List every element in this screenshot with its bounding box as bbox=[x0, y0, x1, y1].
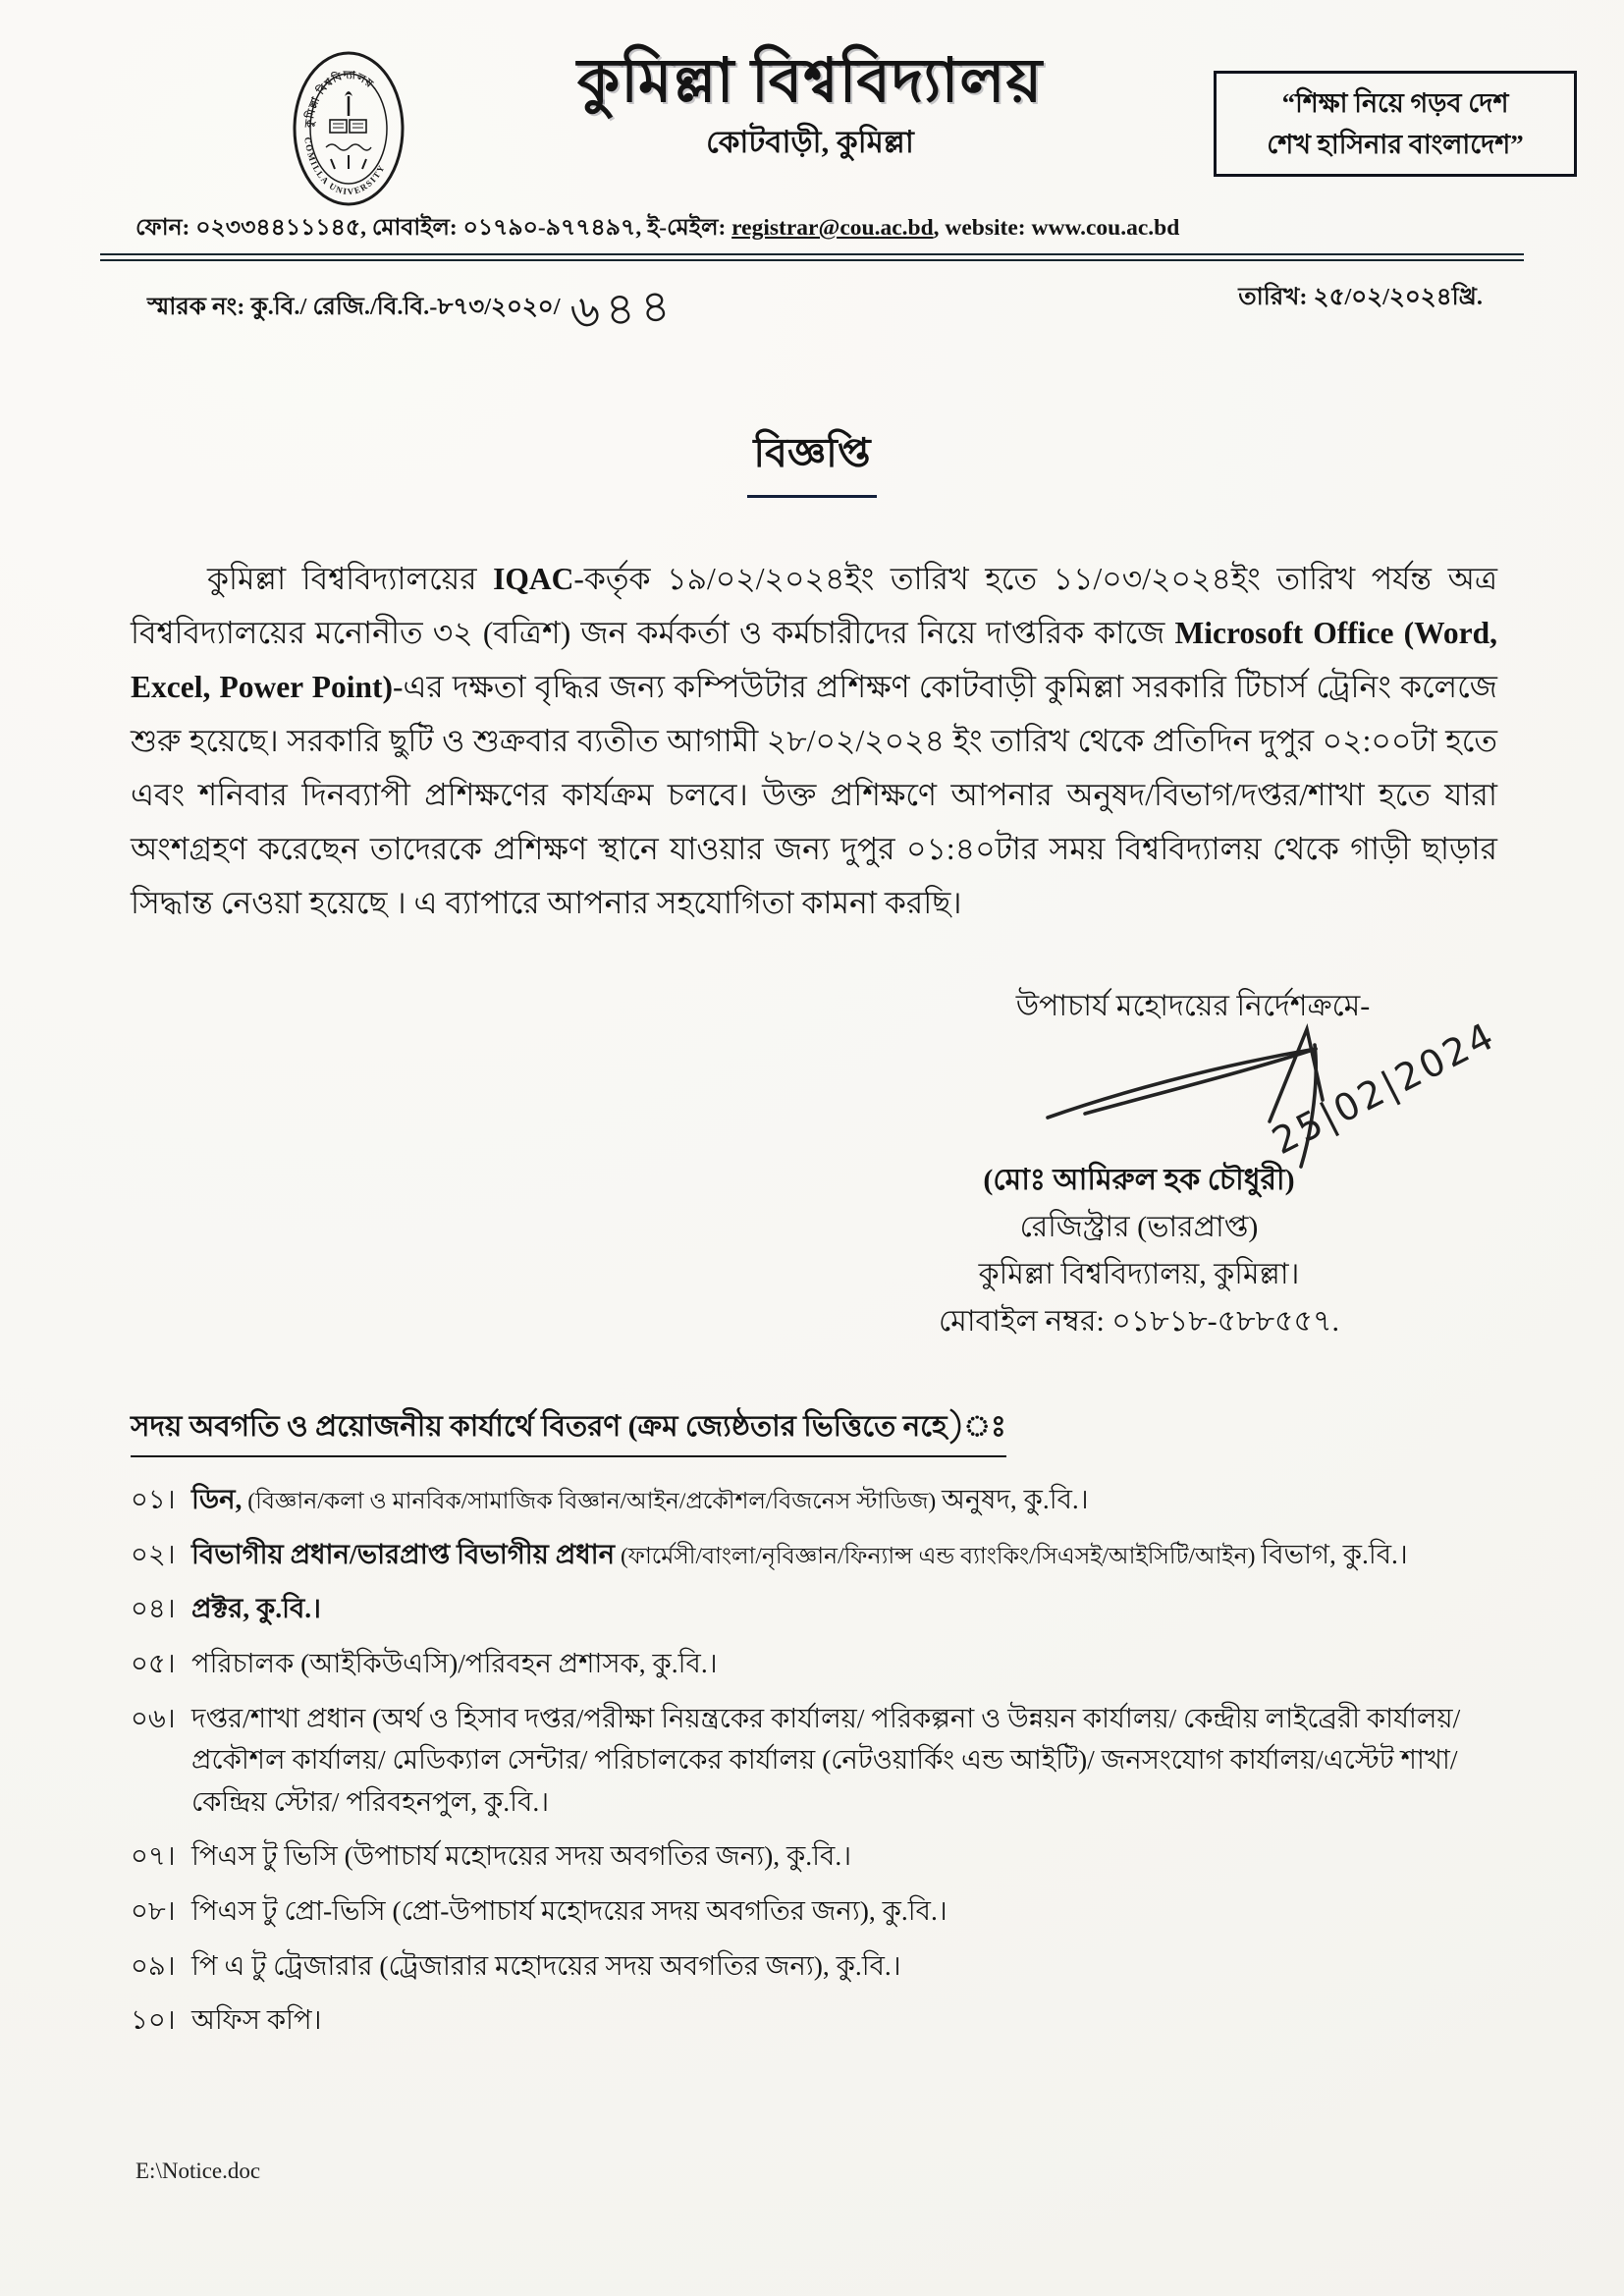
distribution-heading: সদয় অবগতি ও প্রয়োজনীয় কার্যার্থে বিতরণ (ক্রম জ্যেষ্ঠতার ভিত্তিতে নহে)ঃ bbox=[131, 1404, 1006, 1457]
contact-separator: , bbox=[933, 215, 946, 241]
signature-area bbox=[1036, 1012, 1503, 1176]
body-text-2: -কর্তৃক ১৯/০২/২০২৪ইং তারিখ হতে ১১/০৩/২০২৪ইং তারিখ পর্যন্ত অত্র বিশ্ববিদ্যালয়ের মনোনীত ৩২ (বত্রিশ) জন কর্মকর্তা ও কর্মচারীদের নিয়ে দাপ্তরিক কাজে bbox=[131, 562, 1498, 650]
distribution-section bbox=[131, 1404, 1505, 2054]
item-number: ১০। bbox=[131, 2004, 176, 2036]
signatory-name: (মোঃ আমিরুল হক চৌধুরী) bbox=[983, 1164, 1295, 1196]
registrar-email-link[interactable]: registrar@cou.ac.bd bbox=[731, 215, 934, 241]
distribution-item bbox=[131, 1534, 1505, 1576]
svg-text:কুমিল্লা বিশ্ববিদ্যালয়: কুমিল্লা বিশ্ববিদ্যালয় bbox=[303, 69, 376, 129]
distribution-item bbox=[131, 1643, 1505, 1685]
item-number: ০৪। bbox=[131, 1593, 176, 1624]
distribution-item bbox=[131, 1588, 1505, 1630]
signatory-mobile: মোবাইল নম্বর: ০১৮১৮-৫৮৮৫৫৭. bbox=[938, 1305, 1339, 1338]
svg-text:COMILLA UNIVERSITY: COMILLA UNIVERSITY bbox=[302, 137, 388, 197]
item-paren: (বিজ্ঞান/কলা ও মানবিক/সামাজিক বিজ্ঞান/আইন/প্রকৌশল/বিজনেস স্টাডিজ) bbox=[242, 1489, 943, 1514]
item-tail: অনুষদ, কু.বি.। bbox=[942, 1484, 1089, 1514]
distribution-item bbox=[131, 1835, 1505, 1878]
item-number: ০৬। bbox=[131, 1702, 176, 1733]
university-address: কোটবাড়ী, কুমিল্লা bbox=[706, 125, 914, 160]
contact-prefix: ফোন: ০২৩৩৪৪১১১৪৫, মোবাইল: ০১৭৯০-৯৭৭৪৯৭, ই-মেইল: bbox=[135, 215, 732, 241]
seal-icon bbox=[291, 49, 406, 208]
distribution-item bbox=[131, 1999, 1505, 2042]
date-label: তারিখ: ২৫/০২/২০২৪খ্রি. bbox=[1238, 284, 1483, 310]
signatory-organization: কুমিল্লা বিশ্ববিদ্যালয়, কুমিল্লা। bbox=[978, 1258, 1300, 1290]
website-link[interactable]: www.cou.ac.bd bbox=[1031, 215, 1180, 241]
item-tail: পিএস টু ভিসি (উপাচার্য মহোদয়ের সদয় অবগতির জন্য), কু.বি.। bbox=[191, 1840, 852, 1872]
directive-line: উপাচার্য মহোদয়ের নির্দেশক্রমে- bbox=[1015, 990, 1371, 1022]
item-number: ০২। bbox=[131, 1538, 176, 1569]
signatory-designation: রেজিস্ট্রার (ভারপ্রাপ্ত) bbox=[1019, 1211, 1259, 1243]
memo-number-handwritten: ৬৪৪ bbox=[568, 278, 677, 339]
signatory-block bbox=[903, 1157, 1375, 1345]
item-tail: দপ্তর/শাখা প্রধান (অর্থ ও হিসাব দপ্তর/পরীক্ষা নিয়ন্ত্রকের কার্যালয়/ পরিকল্পনা ও উন্নয়ন কার্যালয়/ কেন্দ্রীয় লাইব্রেরী কার্যালয়/ প্রকৌশল কার্যালয়/ মেডিক্যাল সেন্টার/ পরিচালকের কার্যালয় (নেটওয়ার্কিং এন্ড আইটি)/ জনসংযোগ কার্যালয়/এস্টেট শাখা/ কেন্দ্রিয় স্টোর/ পরিবহনপুল, কু.বি.। bbox=[191, 1702, 1461, 1817]
item-tail: পি এ টু ট্রেজারার (ট্রেজারার মহোদয়ের সদয় অবগতির জন্য), কু.বি.। bbox=[191, 1949, 901, 1981]
file-path-footer: E:\Notice.doc bbox=[135, 2159, 261, 2183]
item-tail: পিএস টু প্রো-ভিসি (প্রো-উপাচার্য মহোদয়ের সদয় অবগতির জন্য), কু.বি.। bbox=[191, 1895, 947, 1926]
item-tail: পরিচালক (আইকিউএসি)/পরিবহন প্রশাসক, কু.বি.। bbox=[191, 1647, 718, 1678]
item-tail: অফিস কপি। bbox=[191, 2004, 322, 2036]
body-text-1: কুমিল্লা বিশ্ববিদ্যালয়ের bbox=[207, 562, 494, 596]
notice-body bbox=[131, 552, 1497, 930]
body-iqac: IQAC bbox=[493, 562, 574, 596]
slogan-line-2: শেখ হাসিনার বাংলাদেশ” bbox=[1267, 129, 1524, 159]
item-number: ০৫। bbox=[131, 1647, 176, 1678]
item-number: ০৯। bbox=[131, 1949, 176, 1981]
signature-handwritten-date: 25|02|2024 bbox=[1265, 1012, 1503, 1164]
notice-title: বিজ্ঞপ্তি bbox=[747, 422, 876, 498]
distribution-item bbox=[131, 1698, 1505, 1824]
item-number: ০৭। bbox=[131, 1840, 176, 1872]
memo-number-label: স্মারক নং: কু.বি./ রেজি./বি.বি.-৮৭৩/২০২০/ bbox=[147, 294, 561, 320]
body-msoffice: Microsoft Office (Word, Excel, Power Point) bbox=[131, 616, 1497, 704]
website-label: website: bbox=[945, 215, 1032, 241]
university-seal-logo bbox=[291, 49, 406, 208]
item-paren: (ফার্মেসী/বাংলা/নৃবিজ্ঞান/ফিন্যান্স এন্ড ব্যাংকিং/সিএসই/আইসিটি/আইন) bbox=[615, 1543, 1262, 1569]
item-number: ০১। bbox=[131, 1484, 176, 1514]
slogan-box bbox=[1214, 71, 1577, 177]
item-number: ০৮। bbox=[131, 1895, 176, 1926]
memo-row bbox=[147, 275, 1487, 350]
body-text-3: -এর দক্ষতা বৃদ্ধির জন্য কম্পিউটার প্রশিক্ষণ কোটবাড়ী কুমিল্লা সরকারি টিচার্স ট্রেনিং কলেজে শুরু হয়েছে। সরকারি ছুটি ও শুক্রবার ব্যতীত আগামী ২৮/০২/২০২৪ ইং তারিখ থেকে প্রতিদিন দুপুর ০২:০০টা হতে এবং শনিবার দিনব্যাপী প্রশিক্ষণের কার্যক্রম চলবে। উক্ত প্রশিক্ষণে আপনার অনুষদ/বিভাগ/দপ্তর/শাখা হতে যারা অংশগ্রহণ করেছেন তাদেরকে প্রশিক্ষণ স্থানে যাওয়ার জন্য দুপুর ০১:৪০টার সময় বিশ্ববিদ্যালয় থেকে গাড়ী ছাড়ার সিদ্ধান্ত নেওয়া হয়েছে । এ ব্যাপারে আপনার সহযোগিতা কামনা করছি। bbox=[131, 670, 1497, 920]
item-lead: প্রক্টর, কু.বি.। bbox=[191, 1593, 321, 1624]
distribution-item bbox=[131, 1945, 1505, 1988]
header-divider bbox=[100, 253, 1524, 261]
university-name: কুমিল্লা বিশ্ববিদ্যালয় bbox=[576, 48, 1044, 115]
slogan-line-1: “শিক্ষা নিয়ে গড়ব দেশ bbox=[1281, 88, 1509, 118]
item-lead: বিভাগীয় প্রধান/ভারপ্রাপ্ত বিভাগীয় প্রধান bbox=[191, 1538, 616, 1569]
distribution-item bbox=[131, 1479, 1505, 1521]
item-lead: ডিন, bbox=[191, 1484, 243, 1514]
item-tail: বিভাগ, কু.বি.। bbox=[1261, 1538, 1408, 1569]
contact-line bbox=[135, 209, 1180, 247]
distribution-item bbox=[131, 1890, 1505, 1933]
